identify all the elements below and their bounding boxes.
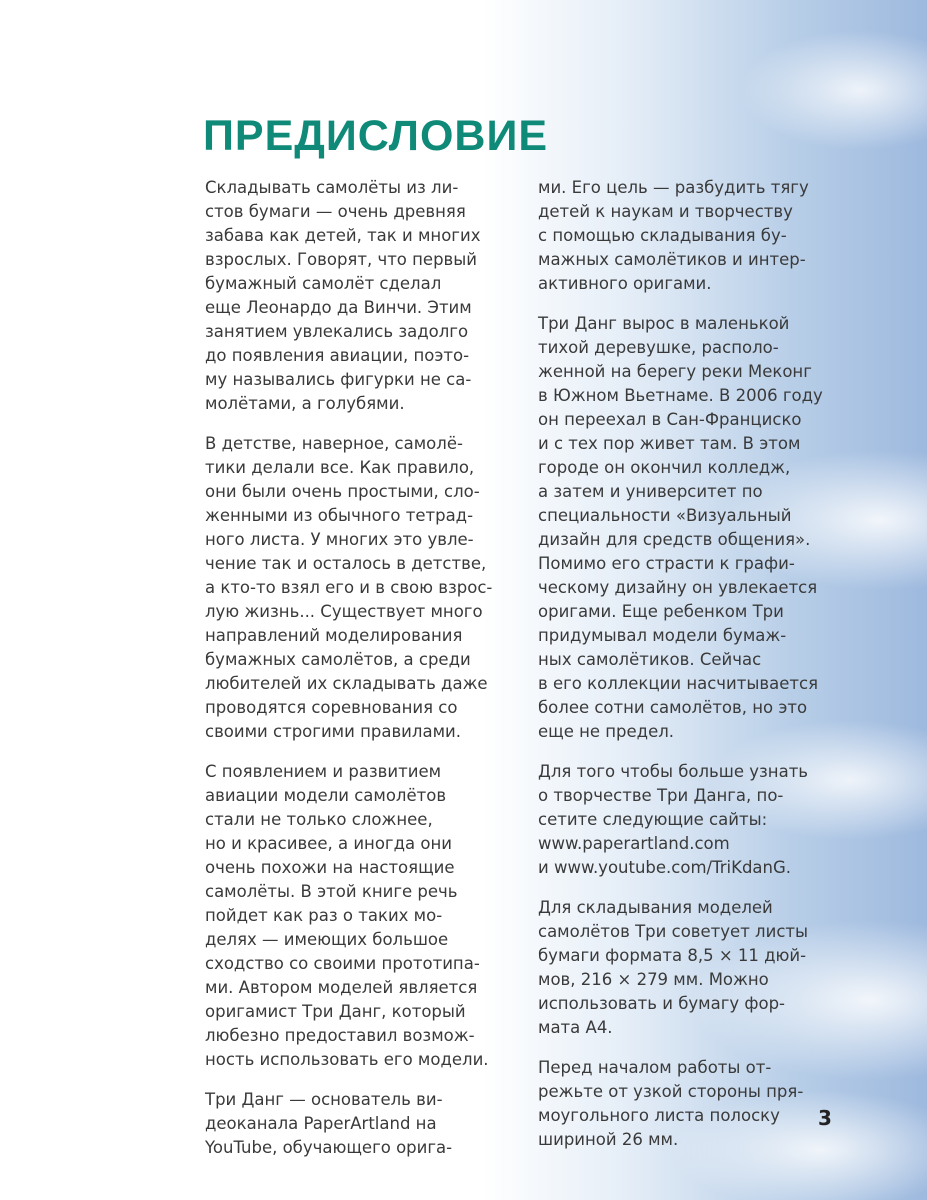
text-line: о творчестве Три Данга, по- [538,786,784,805]
text-line: ми. Его цель — разбудить тягу [538,178,809,197]
paragraph [538,896,858,1040]
text-line: му назывались фигурки не са- [205,370,472,389]
text-line: но и красивее, а иногда они [205,834,452,853]
text-line: проводятся соревнования со [205,698,458,717]
text-line: самолётов Три советует листы [538,922,809,941]
text-line: направлений моделирования [205,626,463,645]
text-line: В детстве, наверное, самолё- [205,434,463,453]
text-line: мов, 216 × 279 мм. Можно [538,970,769,989]
text-line: YouTube, обучающего орига- [205,1138,453,1157]
paragraph [205,432,525,744]
text-line: в Южном Вьетнаме. В 2006 году [538,386,823,405]
text-line: Складывать самолёты из ли- [205,178,459,197]
text-line: более сотни самолётов, но это [538,698,808,717]
left-column [205,176,525,1176]
paragraph [205,1088,525,1160]
text-line: еще Леонардо да Винчи. Этим [205,298,472,317]
text-line: Перед началом работы от- [538,1058,772,1077]
text-line: женными из обычного тетрад- [205,506,474,525]
text-line: специальности «Визуальный [538,506,792,525]
text-line: ми. Автором моделей является [205,978,478,997]
text-line: взрослых. Говорят, что первый [205,250,478,269]
text-line: самолёты. В этой книге речь [205,882,458,901]
text-line: занятием увлекались задолго [205,322,469,341]
paragraph [538,176,858,296]
text-line: оригамист Три Данг, который [205,1002,466,1021]
text-line: сетите следующие сайты: [538,810,768,829]
text-line: и www.youtube.com/TriKdanG. [538,858,792,877]
text-line: Для складывания моделей [538,898,773,917]
text-line: стов бумаги — очень древняя [205,202,466,221]
text-line: ность использовать его модели. [205,1050,489,1069]
text-line: до появления авиации, поэто- [205,346,470,365]
text-line: www.paperartland.com [538,834,730,853]
text-line: сходство со своими прототипа- [205,954,480,973]
text-line: бумажных самолётов, а среди [205,650,471,669]
text-line: Три Данг — основатель ви- [205,1090,443,1109]
paragraph [538,1056,858,1152]
paragraph [538,760,858,880]
paragraph [205,760,525,1072]
text-line: придумывал модели бумаж- [538,626,787,645]
paragraph [538,312,858,744]
text-line: своими строгими правилами. [205,722,461,741]
paragraph [205,176,525,416]
text-line: деоканала PaperArtland на [205,1114,437,1133]
text-line: ческому дизайну он увлекается [538,578,818,597]
text-line: Для того чтобы больше узнать [538,762,809,781]
text-line: тихой деревушке, располо- [538,338,779,357]
text-line: Помимо его страсти к графи- [538,554,795,573]
text-line: ного листа. У многих это увле- [205,530,474,549]
text-line: и с тех пор живет там. В этом [538,434,801,453]
text-line: они были очень простыми, сло- [205,482,480,501]
text-line: Три Данг вырос в маленькой [538,314,790,333]
text-line: а кто-то взял его и в свою взрос- [205,578,493,597]
text-line: делях — имеющих большое [205,930,449,949]
text-line: режьте от узкой стороны пря- [538,1082,804,1101]
text-line: активного оригами. [538,274,712,293]
page-number: 3 [818,1106,832,1130]
text-line: использовать и бумагу фор- [538,994,786,1013]
text-line: в его коллекции насчитывается [538,674,819,693]
page-title: ПРЕДИСЛОВИЕ [203,112,549,160]
text-line: детей к наукам и творчеству [538,202,793,221]
text-line: чение так и осталось в детстве, [205,554,487,573]
text-line: молётами, а голубями. [205,394,405,413]
text-line: моугольного листа полоску [538,1106,780,1125]
text-line: дизайн для средств общения». [538,530,811,549]
text-line: авиации модели самолётов [205,786,447,805]
text-line: оригами. Еще ребенком Три [538,602,784,621]
text-line: любезно предоставил возмож- [205,1026,475,1045]
text-line: женной на берегу реки Меконг [538,362,812,381]
text-line: шириной 26 мм. [538,1130,679,1149]
text-line: С появлением и развитием [205,762,442,781]
text-line: бумажный самолёт сделал [205,274,442,293]
text-line: а затем и университет по [538,482,763,501]
text-line: любителей их складывать даже [205,674,488,693]
text-line: бумаги формата 8,5 × 11 дюй- [538,946,807,965]
text-line: лую жизнь... Существует много [205,602,483,621]
text-line: мата А4. [538,1018,613,1037]
text-line: тики делали все. Как правило, [205,458,475,477]
text-line: с помощью складывания бу- [538,226,787,245]
text-line: пойдет как раз о таких мо- [205,906,443,925]
text-line: мажных самолётиков и интер- [538,250,806,269]
text-line: стали не только сложнее, [205,810,433,829]
text-line: городе он окончил колледж, [538,458,791,477]
text-line: очень похожи на настоящие [205,858,455,877]
text-line: он переехал в Сан-Франциско [538,410,802,429]
text-line: еще не предел. [538,722,675,741]
right-column [538,176,858,1168]
text-line: ных самолётиков. Сейчас [538,650,762,669]
text-line: забава как детей, так и многих [205,226,481,245]
